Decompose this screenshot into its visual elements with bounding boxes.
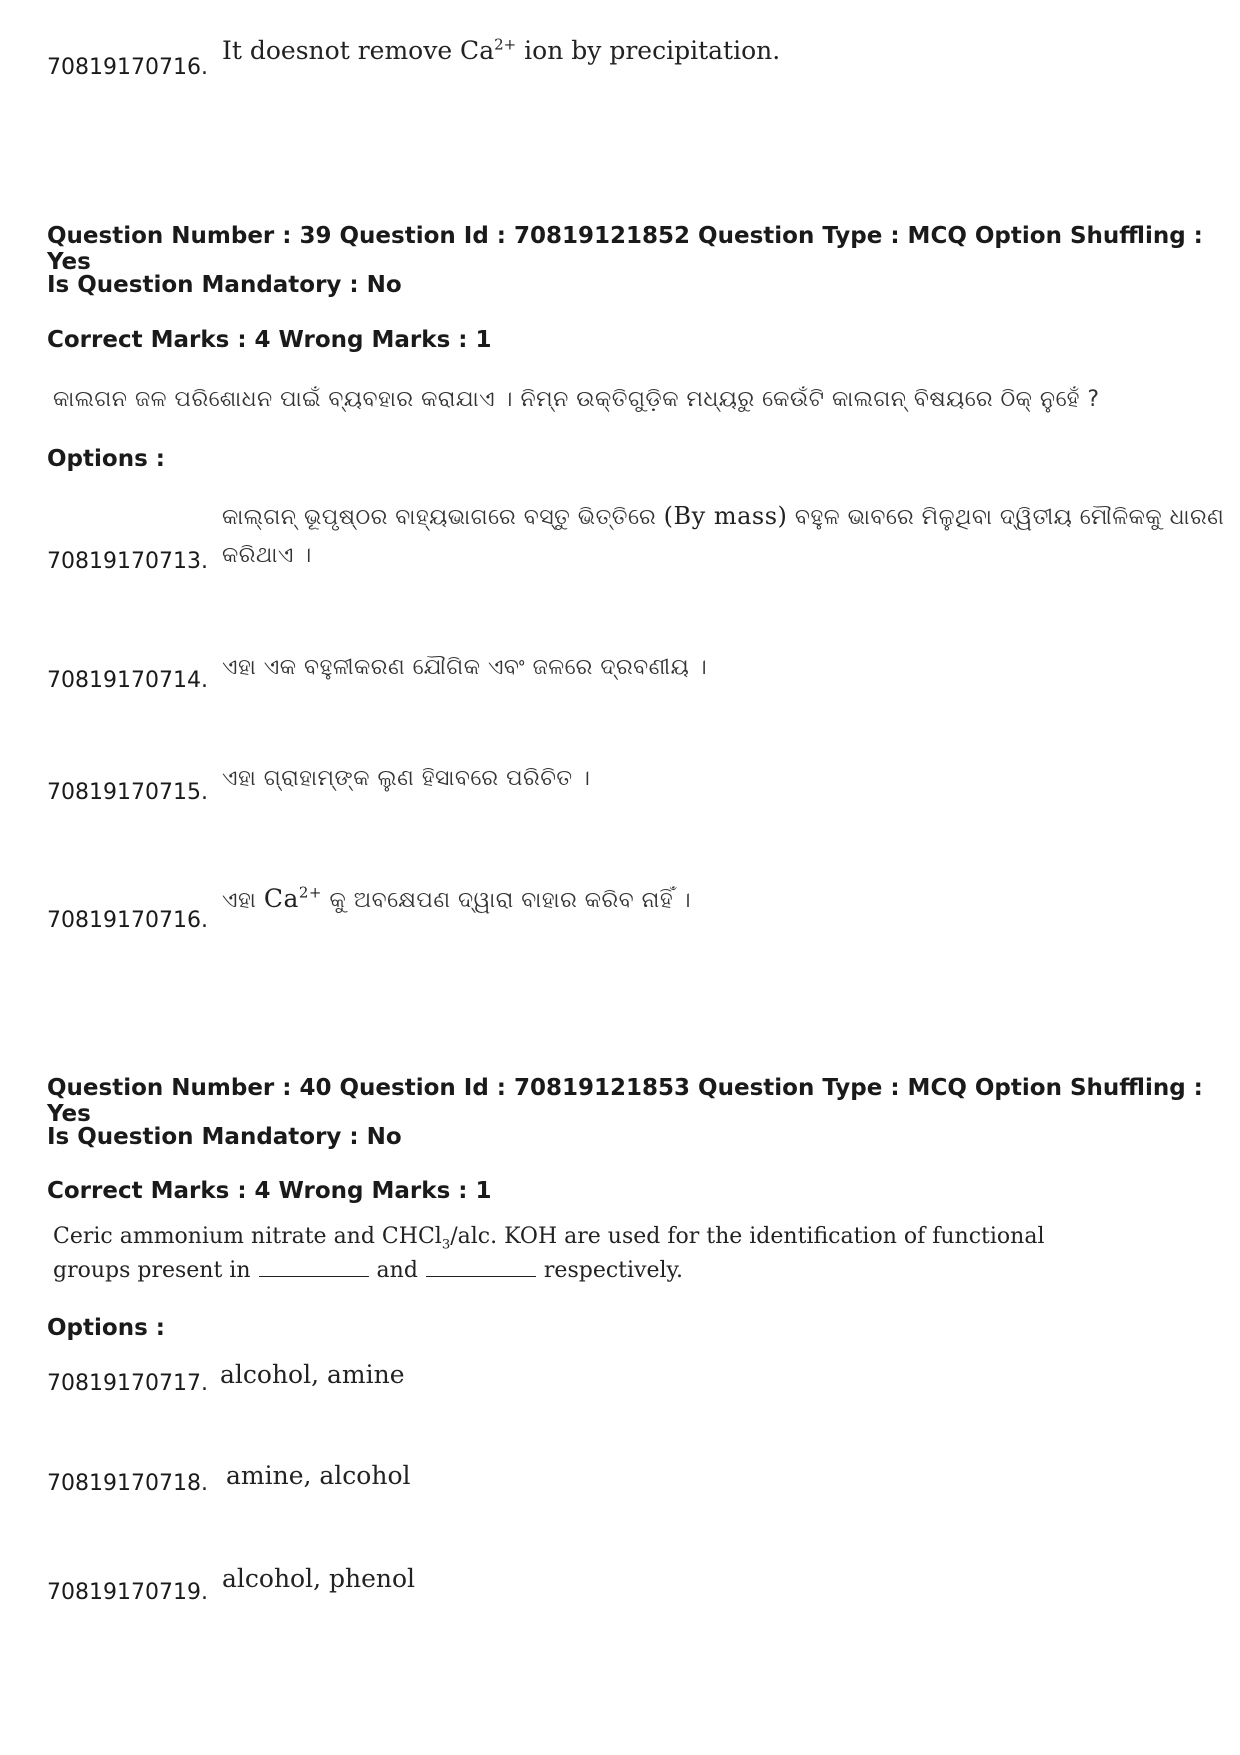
option-text-line2: କରିଥାଏ ।	[222, 543, 312, 568]
question-line2-post: respectively.	[543, 1258, 684, 1283]
option-text: ଏହା ଗ୍ରାହାମ୍ଙ୍କ ଲୁଣ ହିସାବରେ ପରିଚିତ ।	[222, 766, 591, 791]
option-text-pre: It doesnot remove Ca	[222, 36, 495, 65]
options-label: Options :	[47, 1315, 165, 1341]
question-line1-post: /alc. KOH are used for the identification of functional	[450, 1224, 1045, 1249]
option-text	[222, 497, 1224, 575]
question-line2-pre: groups present in	[53, 1258, 251, 1283]
option-text: alcohol, phenol	[222, 1564, 416, 1593]
option-text-post: କୁ ଅବକ୍ଷେପଣ ଦ୍ୱାରା ବାହାର କରିବ ନାହିଁ ।	[321, 888, 692, 913]
option-text-pre: ଏହା	[222, 888, 264, 913]
option-id: 70819170714.	[47, 668, 208, 693]
charge-superscript: 2+	[494, 35, 517, 54]
option-text: ଏହା ଏକ ବହୁଳୀକରଣ ଯୌଗିକ ଏବଂ ଜଳରେ ଦ୍ରବଣୀୟ ।	[222, 655, 708, 680]
option-id: 70819170715.	[47, 780, 208, 805]
question-mandatory: Is Question Mandatory : No	[47, 272, 402, 298]
option-text: alcohol, amine	[220, 1360, 405, 1389]
option-text	[222, 884, 691, 913]
option-text-post: ବହୁଳ ଭାବରେ ମିଳୁଥିବା ଦ୍ୱିତୀୟ ମୌଳିକକୁ ଧାରଣ	[787, 505, 1225, 530]
option-text-english: (By mass)	[663, 502, 788, 530]
option-text-pre: କାଲ୍ଗନ୍ ଭୂପୃଷ୍ଠର ବାହ୍ୟଭାଗରେ ବସ୍ତୁ ଭିତ୍ତିରେ	[222, 505, 664, 530]
answer-blank	[426, 1276, 536, 1277]
option-id: 70819170713.	[47, 549, 208, 574]
question-header: Question Number : 39 Question Id : 70819121852 Question Type : MCQ Option Shuffling : Yes	[47, 223, 1203, 275]
answer-blank	[259, 1276, 369, 1277]
question-line2-mid: and	[376, 1258, 418, 1283]
question-header: Question Number : 40 Question Id : 70819121853 Question Type : MCQ Option Shuffling : Yes	[47, 1075, 1203, 1127]
option-text	[222, 36, 780, 65]
option-id: 70819170718.	[47, 1471, 208, 1496]
chem-symbol	[264, 884, 322, 913]
options-label: Options :	[47, 446, 165, 472]
chem-element: Ca	[263, 884, 299, 913]
option-id: 70819170717.	[47, 1371, 208, 1396]
question-line1-pre: Ceric ammonium nitrate and CHCl	[53, 1224, 442, 1249]
question-marks: Correct Marks : 4 Wrong Marks : 1	[47, 1178, 492, 1204]
subscript: 3	[441, 1237, 451, 1253]
charge-superscript: 2+	[298, 883, 322, 902]
question-text	[53, 1220, 1044, 1288]
option-id: 70819170716.	[47, 908, 208, 933]
option-id: 70819170716.	[47, 55, 208, 80]
option-text: amine, alcohol	[226, 1461, 411, 1490]
question-marks: Correct Marks : 4 Wrong Marks : 1	[47, 327, 492, 353]
question-mandatory: Is Question Mandatory : No	[47, 1124, 402, 1150]
question-text: କାଲଗନ ଜଳ ପରିଶୋଧନ ପାଇଁ ବ୍ୟବହାର କରାଯାଏ । ନିମ୍ନ ଉକ୍ତିଗୁଡ଼ିକ ମଧ୍ୟରୁ କେଉଁଟି କାଲଗନ୍ ବିଷୟରେ ଠିକ୍ ନୁହେଁ ?	[53, 387, 1100, 412]
option-text-post: ion by precipitation.	[516, 36, 781, 65]
option-id: 70819170719.	[47, 1580, 208, 1605]
